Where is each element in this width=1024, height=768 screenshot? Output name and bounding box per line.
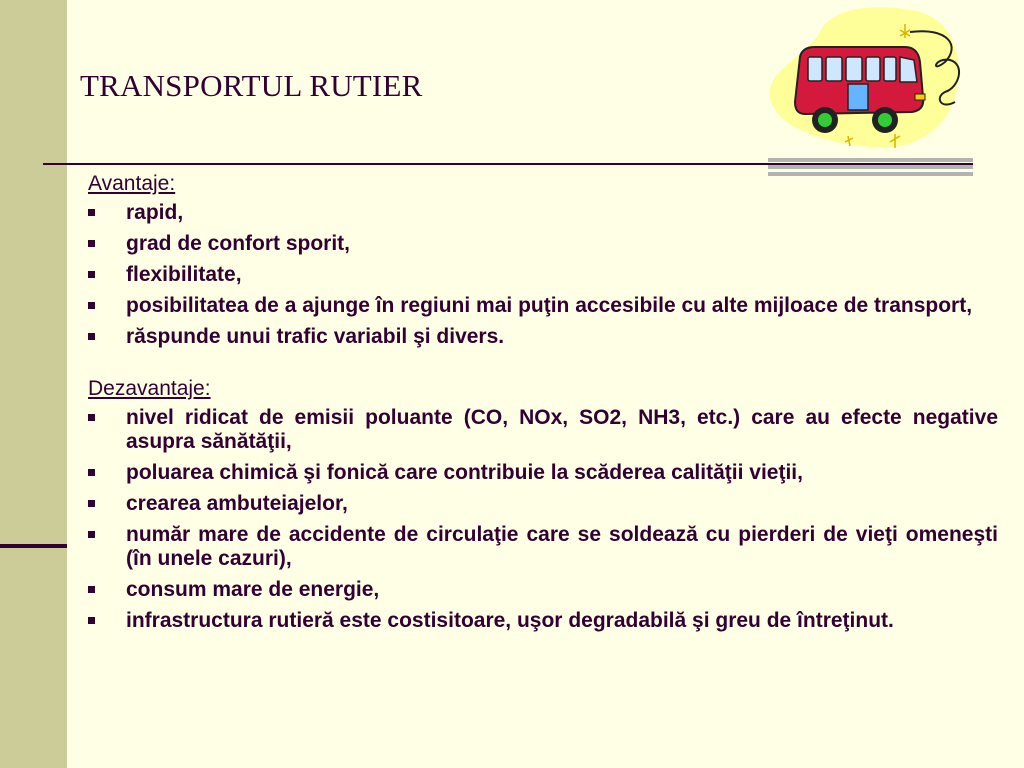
square-bullet-icon: [88, 500, 95, 507]
list-item-text: grad de confort sporit,: [126, 232, 351, 255]
band-divider: [0, 544, 67, 548]
slide-title: TRANSPORTUL RUTIER: [80, 68, 423, 103]
list-item-text: infrastructura rutieră este costisitoare, uşor degradabilă şi greu de întreţinut.: [126, 609, 894, 632]
square-bullet-icon: [88, 531, 95, 538]
list-item-text: nivel ridicat de emisii poluante (CO, NOx, SO2, NH3, etc.) care au efecte negative asupra sănătăţii,: [126, 406, 998, 453]
square-bullet-icon: [88, 302, 95, 309]
advantages-heading: Avantaje:: [88, 172, 176, 195]
list-item-text: număr mare de accidente de circulaţie care se soldează cu pierderi de vieţi omeneşti (în unele cazuri),: [126, 523, 998, 570]
list-item: [88, 294, 998, 318]
square-bullet-icon: [88, 271, 95, 278]
list-item: [88, 609, 998, 633]
list-item-text: poluarea chimică şi fonică care contribuie la scăderea calităţii vieţii,: [126, 461, 803, 484]
disadvantages-heading: Dezavantaje:: [88, 377, 211, 400]
list-item: [88, 325, 998, 349]
list-item: [88, 201, 998, 225]
list-item-text: consum mare de energie,: [126, 578, 380, 601]
slide-content: [88, 172, 998, 640]
list-item-text: flexibilitate,: [126, 263, 242, 286]
bus-clipart-icon: [760, 2, 970, 162]
list-item: [88, 578, 998, 602]
advantages-list: [88, 201, 998, 349]
list-item-text: posibilitatea de a ajunge în regiuni mai puţin accesibile cu alte mijloace de transport,: [126, 294, 973, 317]
square-bullet-icon: [88, 617, 95, 624]
list-item-text: rapid,: [126, 201, 184, 224]
square-bullet-icon: [88, 209, 95, 216]
list-item: [88, 523, 998, 571]
list-item: [88, 263, 998, 287]
list-item-text: crearea ambuteiajelor,: [126, 492, 348, 515]
list-item: [88, 461, 998, 485]
square-bullet-icon: [88, 414, 95, 421]
disadvantages-list: [88, 406, 998, 633]
square-bullet-icon: [88, 469, 95, 476]
list-item: [88, 232, 998, 256]
square-bullet-icon: [88, 586, 95, 593]
square-bullet-icon: [88, 240, 95, 247]
list-item-text: răspunde unui trafic variabil şi divers.: [126, 325, 505, 348]
list-item: [88, 492, 998, 516]
square-bullet-icon: [88, 333, 95, 340]
list-item: [88, 406, 998, 454]
left-decorative-band: [0, 0, 67, 768]
